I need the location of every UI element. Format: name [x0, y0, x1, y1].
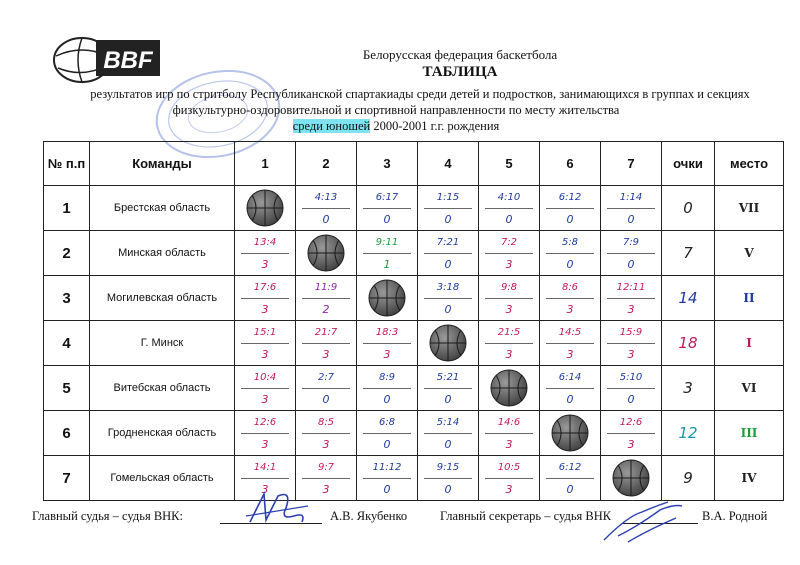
game-points: 3 [383, 347, 391, 361]
table-row [44, 456, 784, 501]
team-name: Гродненская область [90, 411, 235, 456]
game-score: 1:14 [607, 187, 655, 209]
game-points: 0 [627, 212, 635, 226]
game-result-cell [235, 321, 296, 366]
game-score: 21:5 [485, 322, 533, 344]
game-score: 9:7 [302, 457, 350, 479]
game-result-cell [296, 411, 357, 456]
game-result-cell [479, 231, 540, 276]
game-result-cell [418, 366, 479, 411]
game-points: 3 [261, 482, 269, 496]
bbf-logo-text: BBF [103, 47, 153, 74]
game-result-cell [540, 321, 601, 366]
game-result-cell [357, 186, 418, 231]
row-number: 3 [44, 276, 90, 321]
game-points: 1 [383, 257, 391, 271]
self-match-cell [357, 276, 418, 321]
game-result-cell [418, 276, 479, 321]
col-game-header: 4 [418, 142, 479, 186]
col-game-header: 5 [479, 142, 540, 186]
team-name: Могилевская область [90, 276, 235, 321]
game-result-cell [357, 411, 418, 456]
row-number: 2 [44, 231, 90, 276]
basketball-icon [611, 458, 651, 498]
game-points: 3 [322, 347, 330, 361]
game-result-cell [540, 366, 601, 411]
game-score: 5:10 [607, 367, 655, 389]
game-points: 0 [383, 392, 391, 406]
game-score: 9:15 [424, 457, 472, 479]
game-score: 12:6 [607, 412, 655, 434]
game-score: 6:12 [546, 187, 594, 209]
game-score: 14:1 [241, 457, 289, 479]
col-place-header: место [715, 142, 784, 186]
secretary-name: В.А. Родной [702, 509, 768, 523]
game-points: 0 [566, 392, 574, 406]
game-result-cell [296, 321, 357, 366]
table-row [44, 321, 784, 366]
secretary-signature [598, 496, 688, 548]
table-row [44, 411, 784, 456]
game-points: 3 [261, 302, 269, 316]
basketball-icon [306, 233, 346, 273]
game-score: 6:17 [363, 187, 411, 209]
game-result-cell [479, 411, 540, 456]
header-line3-rest: 2000-2001 г.г. рождения [370, 119, 500, 133]
final-place: VI [715, 366, 784, 411]
game-result-cell [479, 456, 540, 501]
game-result-cell [479, 276, 540, 321]
game-points: 0 [444, 392, 452, 406]
col-num-header: № п.п [44, 142, 90, 186]
header-line2: физкультурно-оздоровительной и спортивной направленности по месту жительства [172, 103, 620, 117]
total-points: 0 [662, 186, 715, 231]
game-points: 0 [383, 212, 391, 226]
self-match-cell [235, 186, 296, 231]
team-name: Витебская область [90, 366, 235, 411]
total-points: 18 [662, 321, 715, 366]
game-points: 3 [505, 302, 513, 316]
game-points: 0 [444, 212, 452, 226]
game-points: 3 [627, 347, 635, 361]
total-points: 7 [662, 231, 715, 276]
team-name: Минская область [90, 231, 235, 276]
game-points: 3 [566, 302, 574, 316]
final-place: V [715, 231, 784, 276]
game-result-cell [601, 411, 662, 456]
game-result-cell [235, 411, 296, 456]
game-score: 10:5 [485, 457, 533, 479]
game-score: 2:7 [302, 367, 350, 389]
game-points: 3 [261, 347, 269, 361]
game-points: 3 [627, 437, 635, 451]
game-points: 3 [505, 257, 513, 271]
game-result-cell [418, 186, 479, 231]
game-score: 5:14 [424, 412, 472, 434]
final-place: I [715, 321, 784, 366]
game-points: 0 [444, 482, 452, 496]
row-number: 7 [44, 456, 90, 501]
header-highlight: среди юношей [292, 119, 371, 133]
game-points: 0 [627, 257, 635, 271]
game-score: 6:8 [363, 412, 411, 434]
self-match-cell [601, 456, 662, 501]
game-score: 15:9 [607, 322, 655, 344]
game-result-cell [479, 186, 540, 231]
col-game-header: 2 [296, 142, 357, 186]
total-points: 3 [662, 366, 715, 411]
game-score: 9:8 [485, 277, 533, 299]
game-score: 1:15 [424, 187, 472, 209]
game-score: 7:2 [485, 232, 533, 254]
results-table [43, 141, 784, 501]
final-place: IV [715, 456, 784, 501]
game-score: 7:21 [424, 232, 472, 254]
game-score: 9:11 [363, 232, 411, 254]
self-match-cell [296, 231, 357, 276]
game-points: 0 [627, 392, 635, 406]
row-number: 5 [44, 366, 90, 411]
game-points: 0 [566, 257, 574, 271]
game-points: 3 [505, 482, 513, 496]
game-points: 0 [444, 257, 452, 271]
game-result-cell [601, 321, 662, 366]
col-game-header: 7 [601, 142, 662, 186]
header-line3 [0, 118, 796, 134]
team-name: Гомельская область [90, 456, 235, 501]
col-points-header: очки [662, 142, 715, 186]
game-points: 0 [566, 212, 574, 226]
basketball-icon [550, 413, 590, 453]
col-game-header: 6 [540, 142, 601, 186]
game-points: 3 [627, 302, 635, 316]
basketball-icon [367, 278, 407, 318]
game-score: 15:1 [241, 322, 289, 344]
game-result-cell [540, 456, 601, 501]
game-score: 10:4 [241, 367, 289, 389]
game-score: 7:9 [607, 232, 655, 254]
final-place: III [715, 411, 784, 456]
judge-name: А.В. Якубенко [330, 509, 408, 523]
game-points: 0 [505, 212, 513, 226]
game-result-cell [540, 231, 601, 276]
row-number: 6 [44, 411, 90, 456]
game-score: 8:6 [546, 277, 594, 299]
game-result-cell [418, 411, 479, 456]
game-score: 12:6 [241, 412, 289, 434]
game-points: 0 [322, 392, 330, 406]
game-points: 0 [444, 437, 452, 451]
basketball-icon [489, 368, 529, 408]
game-result-cell [540, 276, 601, 321]
row-number: 4 [44, 321, 90, 366]
game-score: 14:5 [546, 322, 594, 344]
game-score: 6:14 [546, 367, 594, 389]
game-result-cell [235, 276, 296, 321]
header-line1: результатов игр по стритболу Республиканской спартакиады среди детей и подростков, занимающихся в группах и секциях [90, 87, 750, 101]
game-points: 0 [444, 302, 452, 316]
secretary-label: Главный секретарь – судья ВНК [440, 509, 612, 523]
header-title: ТАБЛИЦА [422, 64, 498, 80]
game-score: 11:9 [302, 277, 350, 299]
game-points: 0 [566, 482, 574, 496]
game-score: 8:9 [363, 367, 411, 389]
final-place: II [715, 276, 784, 321]
game-result-cell [296, 366, 357, 411]
basketball-icon [428, 323, 468, 363]
game-score: 12:11 [607, 277, 655, 299]
game-score: 8:5 [302, 412, 350, 434]
game-points: 3 [261, 257, 269, 271]
table-row [44, 276, 784, 321]
game-result-cell [418, 456, 479, 501]
game-score: 17:6 [241, 277, 289, 299]
total-points: 14 [662, 276, 715, 321]
game-points: 3 [322, 482, 330, 496]
game-score: 11:12 [363, 457, 411, 479]
final-place: VII [715, 186, 784, 231]
game-score: 4:13 [302, 187, 350, 209]
row-number: 1 [44, 186, 90, 231]
game-points: 3 [261, 437, 269, 451]
game-result-cell [357, 231, 418, 276]
game-score: 6:12 [546, 457, 594, 479]
table-row [44, 231, 784, 276]
game-points: 3 [261, 392, 269, 406]
self-match-cell [540, 411, 601, 456]
judge-signature [242, 486, 312, 528]
game-points: 3 [505, 347, 513, 361]
table-row [44, 186, 784, 231]
game-result-cell [235, 231, 296, 276]
game-result-cell [601, 366, 662, 411]
header-org: Белорусская федерация баскетбола [362, 47, 558, 62]
table-row [44, 366, 784, 411]
total-points: 9 [662, 456, 715, 501]
game-score: 3:18 [424, 277, 472, 299]
judge-label: Главный судья – судья ВНК: [32, 509, 183, 523]
team-name: Г. Минск [90, 321, 235, 366]
game-points: 3 [566, 347, 574, 361]
game-result-cell [601, 276, 662, 321]
game-result-cell [357, 321, 418, 366]
game-result-cell [235, 366, 296, 411]
game-score: 13:4 [241, 232, 289, 254]
col-team-header: Команды [90, 142, 235, 186]
game-points: 0 [383, 482, 391, 496]
col-game-header: 1 [235, 142, 296, 186]
total-points: 12 [662, 411, 715, 456]
game-result-cell [296, 186, 357, 231]
game-score: 4:10 [485, 187, 533, 209]
game-result-cell [601, 231, 662, 276]
game-score: 5:8 [546, 232, 594, 254]
game-score: 18:3 [363, 322, 411, 344]
game-result-cell [601, 186, 662, 231]
basketball-icon [245, 188, 285, 228]
self-match-cell [418, 321, 479, 366]
self-match-cell [479, 366, 540, 411]
col-game-header: 3 [357, 142, 418, 186]
game-result-cell [479, 321, 540, 366]
team-name: Брестская область [90, 186, 235, 231]
game-score: 5:21 [424, 367, 472, 389]
game-points: 3 [505, 437, 513, 451]
game-points: 3 [322, 437, 330, 451]
game-result-cell [296, 276, 357, 321]
game-score: 14:6 [485, 412, 533, 434]
game-points: 0 [383, 437, 391, 451]
game-result-cell [418, 231, 479, 276]
game-points: 2 [322, 302, 330, 316]
game-result-cell [357, 456, 418, 501]
game-result-cell [540, 186, 601, 231]
game-score: 21:7 [302, 322, 350, 344]
game-result-cell [357, 366, 418, 411]
game-points: 0 [322, 212, 330, 226]
